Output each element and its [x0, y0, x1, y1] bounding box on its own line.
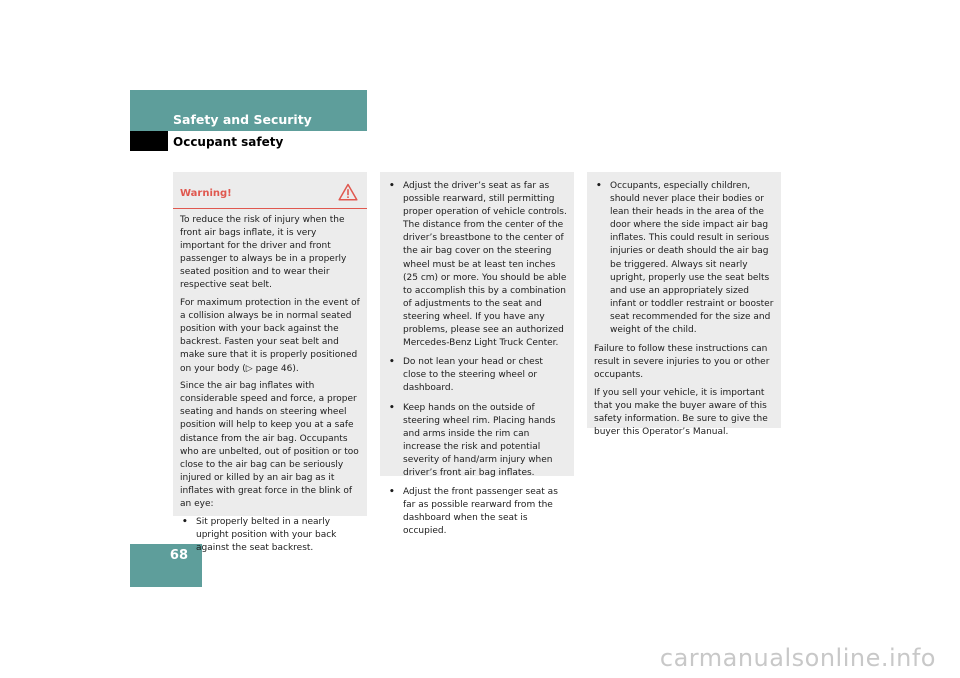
- warning-continuation-body: [587, 172, 781, 439]
- closing-paragraph: Failure to follow these instructions can result in severe injuries to you or other occupants.: [594, 344, 770, 381]
- bullet-icon: •: [389, 402, 395, 413]
- warning-header: [173, 172, 367, 209]
- warning-body: [173, 209, 367, 555]
- warning-box: [173, 172, 367, 553]
- warning-continuation-body: [380, 172, 574, 538]
- bullet-text: Occupants, especially children, should never place their bodies or lean their heads in the area of the door where the side impact air bag inflates. This could result in serious injuries or death should the air bag be triggered. Always sit nearly upright, properly use the seat belts and use an appropriately sized infant or toddler restraint or booster seat recommended for the size and weight of the child.: [610, 181, 774, 336]
- page-number: 68: [169, 548, 188, 563]
- bullet-item: [594, 180, 775, 337]
- bullet-item: [387, 486, 568, 538]
- warning-continuation-box: [587, 172, 781, 438]
- bullet-item: [387, 402, 568, 481]
- warning-triangle-icon: [338, 183, 358, 201]
- bullet-icon: •: [389, 487, 395, 498]
- warning-paragraph: For maximum protection in the event of a collision always be in normal seated position with your back against the backrest. Fasten your seat belt and make sure that it is properly positioned on your body (▷ page 46).: [180, 298, 360, 374]
- subsection-title: Occupant safety: [173, 135, 284, 149]
- bullet-icon: •: [389, 357, 395, 368]
- bullet-item: [387, 356, 568, 395]
- subsection-marker: [130, 131, 168, 151]
- warning-title: Warning!: [180, 188, 232, 199]
- bullet-item: [387, 180, 568, 350]
- bullet-text: Do not lean your head or chest close to the steering wheel or dashboard.: [403, 357, 543, 394]
- warning-bullet-list: [180, 516, 361, 555]
- bullet-icon: •: [182, 516, 188, 527]
- warning-paragraph: To reduce the risk of injury when the front air bags inflate, it is very important for the driver and front passenger to always be in a properly seated position and to wear their respective seat belt.: [180, 215, 347, 291]
- bullet-icon: •: [389, 181, 395, 191]
- warning-bullet-list: [387, 180, 568, 538]
- bullet-text: Sit properly belted in a nearly upright position with your back against the seat backrest.: [196, 516, 337, 553]
- bullet-icon: •: [596, 181, 602, 191]
- warning-paragraph: Since the air bag inflates with considerable speed and force, a proper seating and hands on steering wheel position will help to keep you at a safe distance from the air bag. Occupants who are unbelted, out of position or too close to the air bag can be seriously injured or killed by an air bag as it inflates with great force in the blink of an eye:: [180, 381, 359, 509]
- bullet-text: Keep hands on the outside of steering wheel rim. Placing hands and arms inside the rim can increase the risk and potential severity of hand/arm injury when driver’s front air bag inflates.: [403, 402, 556, 478]
- bullet-text: Adjust the front passenger seat as far as possible rearward from the dashboard when the seat is occupied.: [403, 487, 558, 537]
- warning-continuation-box: [380, 172, 574, 537]
- warning-bullet-list: [594, 180, 775, 337]
- section-title: Safety and Security: [173, 112, 312, 127]
- watermark: carmanualsonline.info: [659, 644, 936, 672]
- bullet-text: Adjust the driver’s seat as far as possible rearward, still permitting proper operation of vehicle controls. The distance from the center of the driver’s breastbone to the center of the air bag cover on the steering wheel must be at least ten inches (25 cm) or more. You should be able to accomplish this by a combination of adjustments to the seat and steering wheel. If you have any problems, please see an authorized Mercedes-Benz Light Truck Center.: [403, 181, 567, 349]
- bullet-item: [180, 516, 361, 555]
- closing-paragraph: If you sell your vehicle, it is important that you make the buyer aware of this safety information. Be sure to give the buyer this Operator’s Manual.: [594, 387, 768, 438]
